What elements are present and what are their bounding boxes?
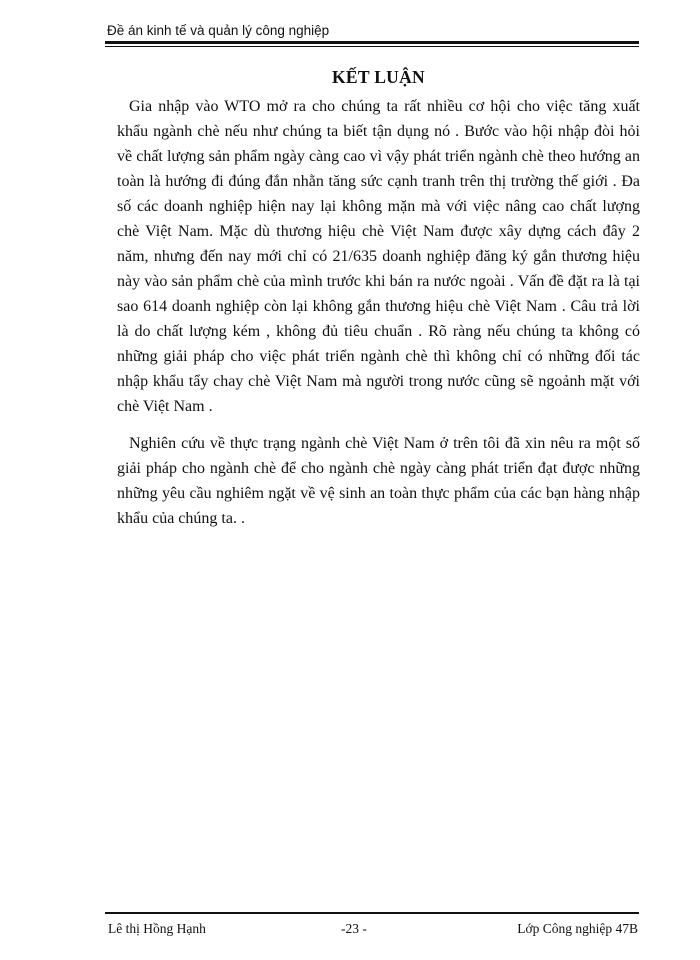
paragraph-2: Nghiên cứu về thực trạng ngành chè Việt Nam ở trên tôi đã xin nêu ra một số giải pháp cho ngành chè để cho ngành chè ngày càng phát triển đạt được những những yêu cầu nghiêm ngặt về vệ sinh an toàn thực phẩm của các bạn hàng nhập khẩu của chúng ta. . [117,435,640,527]
header-rule-thick [105,41,639,44]
page-footer [108,920,638,940]
running-header: Đề án kinh tế và quản lý công nghiệp [107,23,330,38]
footer-page-number: -23 - [341,921,367,936]
document-body [117,60,640,531]
section-title: KẾT LUẬN [331,67,425,87]
footer-author: Lê thị Hồng Hạnh [108,921,206,936]
header-rule-thin [105,46,639,47]
footer-class-label: Lớp Công nghiệp 47B [517,921,638,936]
paragraph-1: Gia nhập vào WTO mở ra cho chúng ta rất nhiều cơ hội cho việc tăng xuất khẩu ngành chè nếu như chúng ta biết tận dụng nó . Bước vào hội nhập đòi hỏi về chất lượng sản phẩm ngày càng cao vì vậy phát triển ngành chè theo hướng an toàn là hướng đi đúng đắn nhằn tăng sức cạnh tranh trên thị trường thế giới . Đa số các doanh nghiệp hiện nay lại không mặn mà với việc nâng cao chất lượng chè Việt Nam. Mặc dù thương hiệu chè Việt Nam được xây dựng cách đây 2 năm, nhưng đến nay mới chỉ có 21/635 doanh nghiệp đăng ký gắn thương hiệu này vào sản phẩm chè của mình trước khi bán ra nước ngoài . Vấn đề đặt ra là tại sao 614 doanh nghiệp còn lại không gắn thương hiệu chè Việt Nam . Câu trả lời là do chất lượng kém , không đủ tiêu chuẩn . Rõ ràng nếu chúng ta không có những giải pháp cho việc phát triển ngành chè thì không chỉ có những đối tác nhập khẩu tẩy chay chè Việt Nam mà người trong nước cũng sẽ ngoảnh mặt với chè Việt Nam . [117,98,640,415]
footer-rule [105,912,639,914]
